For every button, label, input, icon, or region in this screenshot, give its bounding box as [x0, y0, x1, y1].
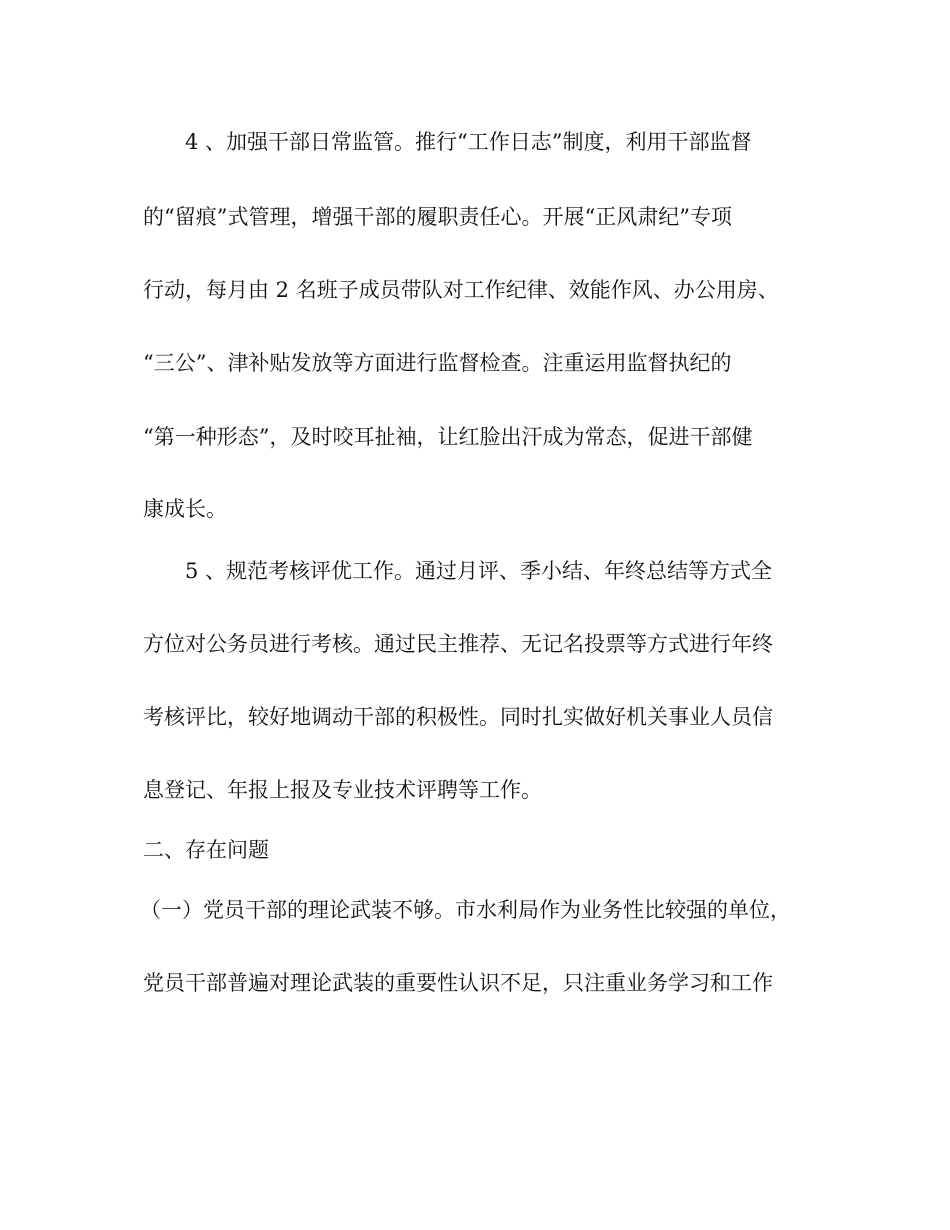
paragraph-line: 考核评比，较好地调动干部的积极性。同时扎实做好机关事业人员信 [143, 705, 773, 729]
paragraph-line: “第一种形态”，及时咬耳扯袖，让红脸出汗成为常态，促进干部健 [143, 425, 753, 449]
paragraph-line: 方位对公务员进行考核。通过民主推荐、无记名投票等方式进行年终 [143, 632, 773, 656]
paragraph-line: 党员干部普遍对理论武装的重要性认识不足，只注重业务学习和工作 [143, 971, 773, 995]
subsection-heading: （一）党员干部的理论武装不够。市水利局作为业务性比较强的单位， [140, 898, 791, 922]
paragraph-line: 行动，每月由 2 名班子成员带队对工作纪律、效能作风、办公用房、 [143, 278, 779, 302]
section-heading: 二、存在问题 [143, 838, 269, 862]
paragraph-line: 4 、加强干部日常监管。推行“工作日志”制度，利用干部监督 [143, 130, 752, 154]
paragraph-line: 的“留痕”式管理，增强干部的履职责任心。开展“正风肃纪”专项 [143, 205, 732, 229]
paragraph-line: 5 、规范考核评优工作。通过月评、季小结、年终总结等方式全 [143, 559, 773, 583]
paragraph-line: “三公”、津补贴发放等方面进行监督检查。注重运用监督执纪的 [143, 351, 732, 375]
paragraph-line: 康成长。 [143, 497, 227, 521]
paragraph-line: 息登记、年报上报及专业技术评聘等工作。 [143, 778, 542, 802]
